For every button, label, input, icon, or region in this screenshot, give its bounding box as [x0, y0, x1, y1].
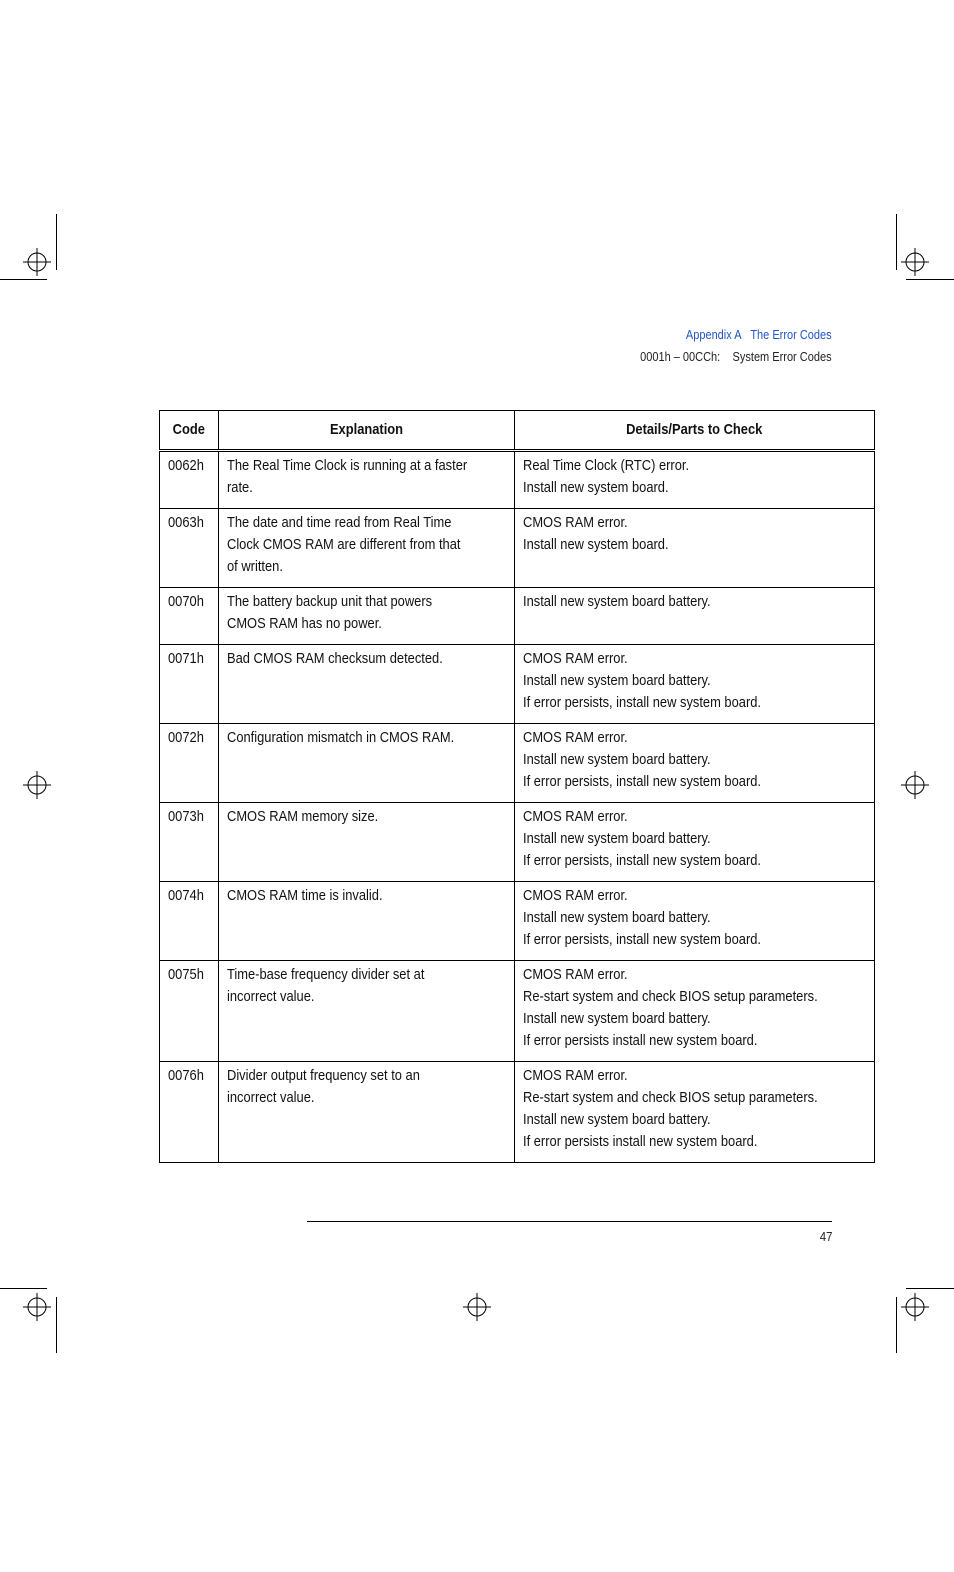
details-line: Install new system board battery. — [523, 909, 711, 926]
registration-mark-icon — [901, 771, 929, 799]
error-code-cell — [160, 645, 219, 724]
details-line: Install new system board battery. — [523, 672, 711, 689]
explanation-line: incorrect value. — [226, 1089, 315, 1106]
explanation-cell — [218, 509, 514, 588]
column-header-details: Details/Parts to Check — [515, 411, 875, 451]
column-header-code: Code — [160, 411, 219, 451]
error-code-cell — [160, 1062, 219, 1163]
details-cell — [515, 882, 875, 961]
error-code-table — [159, 410, 875, 1163]
details-cell — [515, 961, 875, 1062]
details-line: If error persists install new system board. — [523, 1032, 758, 1049]
details-line: If error persists, install new system board. — [523, 773, 762, 790]
code-range: 0001h – 00CCh: — [640, 350, 721, 364]
error-code: 0074h — [168, 887, 204, 904]
error-code-cell — [160, 961, 219, 1062]
error-code-cell — [160, 588, 219, 645]
explanation-cell — [218, 724, 514, 803]
error-code: 0071h — [168, 650, 204, 667]
details-cell — [515, 509, 875, 588]
error-code: 0076h — [168, 1067, 204, 1084]
crop-mark-top-right-vertical — [896, 214, 897, 270]
explanation-cell — [218, 1062, 514, 1163]
error-code-cell — [160, 882, 219, 961]
running-header-section — [641, 350, 832, 364]
page-number: 47 — [819, 1229, 832, 1244]
details-line: CMOS RAM error. — [523, 966, 628, 983]
crop-mark-bottom-right-horizontal — [906, 1288, 954, 1289]
details-line: Install new system board battery. — [523, 830, 711, 847]
table-row — [160, 961, 875, 1062]
error-code-cell — [160, 724, 219, 803]
explanation-line: Configuration mismatch in CMOS RAM. — [226, 729, 454, 746]
crop-mark-top-left-horizontal — [0, 279, 47, 280]
explanation-line: incorrect value. — [226, 988, 315, 1005]
details-line: If error persists, install new system board. — [523, 852, 762, 869]
registration-mark-icon — [23, 248, 51, 276]
table-row — [160, 724, 875, 803]
explanation-line: CMOS RAM time is invalid. — [226, 887, 383, 904]
table-row — [160, 882, 875, 961]
details-line: Real Time Clock (RTC) error. — [523, 457, 690, 474]
table-row — [160, 588, 875, 645]
details-line: CMOS RAM error. — [523, 650, 628, 667]
explanation-cell — [218, 645, 514, 724]
explanation-line: Clock CMOS RAM are different from that — [226, 536, 461, 553]
registration-mark-icon — [463, 1293, 491, 1321]
details-line: Install new system board battery. — [523, 751, 711, 768]
registration-mark-icon — [23, 771, 51, 799]
crop-mark-bottom-right-vertical — [896, 1297, 897, 1353]
details-line: CMOS RAM error. — [523, 729, 628, 746]
error-code-cell — [160, 509, 219, 588]
column-header-explanation: Explanation — [218, 411, 514, 451]
registration-mark-icon — [23, 1293, 51, 1321]
explanation-cell — [218, 451, 514, 509]
explanation-line: The date and time read from Real Time — [226, 514, 452, 531]
details-line: If error persists, install new system board. — [523, 931, 762, 948]
table-header-row — [160, 411, 875, 451]
crop-mark-bottom-left-vertical — [56, 1297, 57, 1353]
details-cell — [515, 588, 875, 645]
explanation-cell — [218, 588, 514, 645]
details-line: Re-start system and check BIOS setup parameters. — [523, 1089, 818, 1106]
error-code-cell — [160, 451, 219, 509]
details-line: Install new system board battery. — [523, 1010, 711, 1027]
details-cell — [515, 803, 875, 882]
error-code: 0070h — [168, 593, 204, 610]
crop-mark-top-right-horizontal — [906, 279, 954, 280]
explanation-line: The battery backup unit that powers — [226, 593, 432, 610]
chapter-title: The Error Codes — [750, 328, 832, 342]
crop-mark-bottom-left-horizontal — [0, 1288, 47, 1289]
error-code: 0075h — [168, 966, 204, 983]
explanation-line: CMOS RAM memory size. — [226, 808, 378, 825]
crop-mark-top-left-vertical — [56, 214, 57, 270]
table-row — [160, 803, 875, 882]
details-line: CMOS RAM error. — [523, 514, 628, 531]
details-cell — [515, 645, 875, 724]
details-line: Install new system board battery. — [523, 593, 711, 610]
explanation-line: Divider output frequency set to an — [226, 1067, 420, 1084]
explanation-line: The Real Time Clock is running at a faster — [226, 457, 467, 474]
error-code: 0062h — [168, 457, 204, 474]
explanation-line: Bad CMOS RAM checksum detected. — [226, 650, 443, 667]
explanation-cell — [218, 882, 514, 961]
section-title: System Error Codes — [732, 350, 832, 364]
running-header-chapter — [686, 328, 832, 342]
details-line: Re-start system and check BIOS setup parameters. — [523, 988, 818, 1005]
details-line: CMOS RAM error. — [523, 1067, 628, 1084]
details-line: CMOS RAM error. — [523, 887, 628, 904]
details-line: Install new system board battery. — [523, 1111, 711, 1128]
details-line: Install new system board. — [523, 536, 669, 553]
details-cell — [515, 1062, 875, 1163]
explanation-cell — [218, 803, 514, 882]
footer-rule — [307, 1221, 832, 1222]
details-line: CMOS RAM error. — [523, 808, 628, 825]
details-cell — [515, 724, 875, 803]
explanation-line: CMOS RAM has no power. — [226, 615, 382, 632]
table-row — [160, 645, 875, 724]
error-code-cell — [160, 803, 219, 882]
error-code: 0063h — [168, 514, 204, 531]
explanation-cell — [218, 961, 514, 1062]
details-cell — [515, 451, 875, 509]
explanation-line: of written. — [226, 558, 283, 575]
table-row — [160, 1062, 875, 1163]
error-code: 0072h — [168, 729, 204, 746]
table-row — [160, 509, 875, 588]
registration-mark-icon — [901, 248, 929, 276]
details-line: If error persists install new system board. — [523, 1133, 758, 1150]
details-line: Install new system board. — [523, 479, 669, 496]
explanation-line: Time-base frequency divider set at — [226, 966, 425, 983]
appendix-label: Appendix A — [686, 328, 742, 342]
table-row — [160, 451, 875, 509]
explanation-line: rate. — [226, 479, 253, 496]
registration-mark-icon — [901, 1293, 929, 1321]
error-code: 0073h — [168, 808, 204, 825]
details-line: If error persists, install new system board. — [523, 694, 762, 711]
